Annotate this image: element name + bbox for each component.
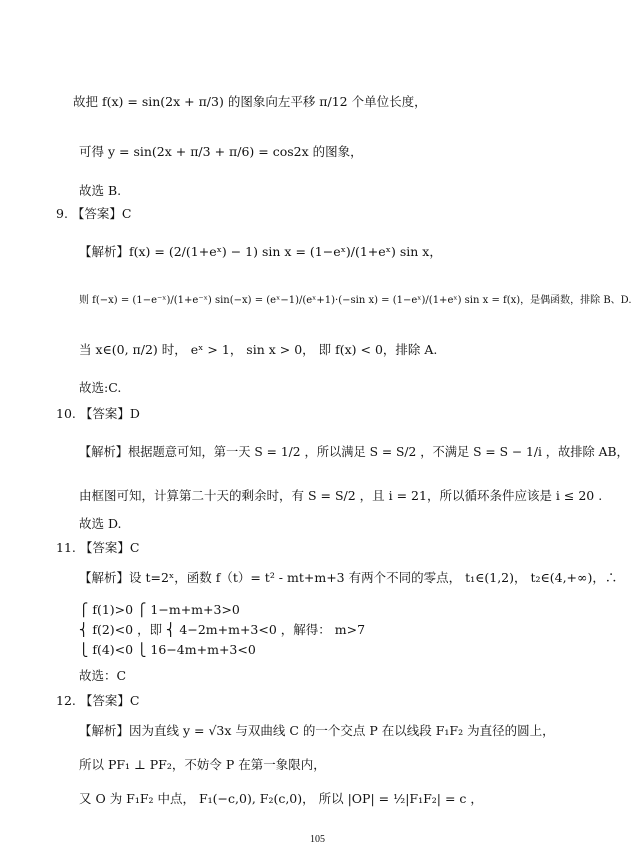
- question-answer-12: 12. 【答案】C: [56, 693, 140, 708]
- analysis-line: 【解析】f(x) = (2/(1+eˣ) − 1) sin x = (1−eˣ)/(1+eˣ) sin x，: [79, 244, 442, 259]
- text-line: 故把 f(x) = sin(2x + π/3) 的图象向左平移 π/12 个单位长度，: [73, 94, 427, 109]
- text-line: 可得 y = sin(2x + π/3 + π/6) = cos2x 的图象，: [79, 144, 363, 159]
- text-line: 所以 PF₁ ⊥ PF₂，不妨令 P 在第一象限内，: [79, 757, 326, 772]
- text-line: 故选:C.: [79, 380, 122, 395]
- question-answer-10: 10. 【答案】D: [56, 406, 140, 421]
- system-line: ⎩ f(4)<0 ⎩ 16−4m+m+3<0: [79, 642, 256, 657]
- page-number: 105: [310, 834, 325, 845]
- system-line: ⎧ f(1)>0 ⎧ 1−m+m+3>0: [79, 602, 240, 617]
- analysis-line: 【解析】设 t=2ˣ，函数 f（t）= t² - mt+m+3 有两个不同的零点， t₁∈(1,2)， t₂∈(4,+∞)，∴: [79, 570, 618, 585]
- system-line: ⎨ f(2)<0 ，即 ⎨ 4−2m+m+3<0 ，解得： m>7: [79, 622, 366, 637]
- analysis-line: 【解析】因为直线 y = √3x 与双曲线 C 的一个交点 P 在以线段 F₁F₂ 为直径的圆上，: [79, 723, 555, 738]
- text-line: 故选：C: [79, 668, 127, 683]
- text-line: 由框图可知，计算第二十天的剩余时，有 S = S/2 ，且 i = 21，所以循环条件应该是 i ≤ 20 .: [79, 488, 603, 503]
- text-line: 则 f(−x) = (1−e⁻ˣ)/(1+e⁻ˣ) sin(−x) = (eˣ−1)/(eˣ+1)·(−sin x) = (1−eˣ)/(1+eˣ) sin x = f(x)，是偶函数，排除 B、D.: [79, 295, 632, 306]
- question-answer-11: 11. 【答案】C: [56, 540, 140, 555]
- text-line: 故选 D.: [79, 516, 122, 531]
- text-line: 又 O 为 F₁F₂ 中点， F₁(−c,0), F₂(c,0)， 所以 |OP| = ½|F₁F₂| = c ，: [79, 791, 483, 806]
- analysis-line: 【解析】根据题意可知，第一天 S = 1/2 ，所以满足 S = S/2 ，不满足 S = S − 1/i ，故排除 AB，: [79, 445, 629, 459]
- text-line: 当 x∈(0, π/2) 时， eˣ > 1， sin x > 0， 即 f(x) < 0，排除 A.: [79, 342, 438, 357]
- question-answer-9: 9. 【答案】C: [56, 206, 132, 221]
- text-line: 故选 B.: [79, 183, 122, 198]
